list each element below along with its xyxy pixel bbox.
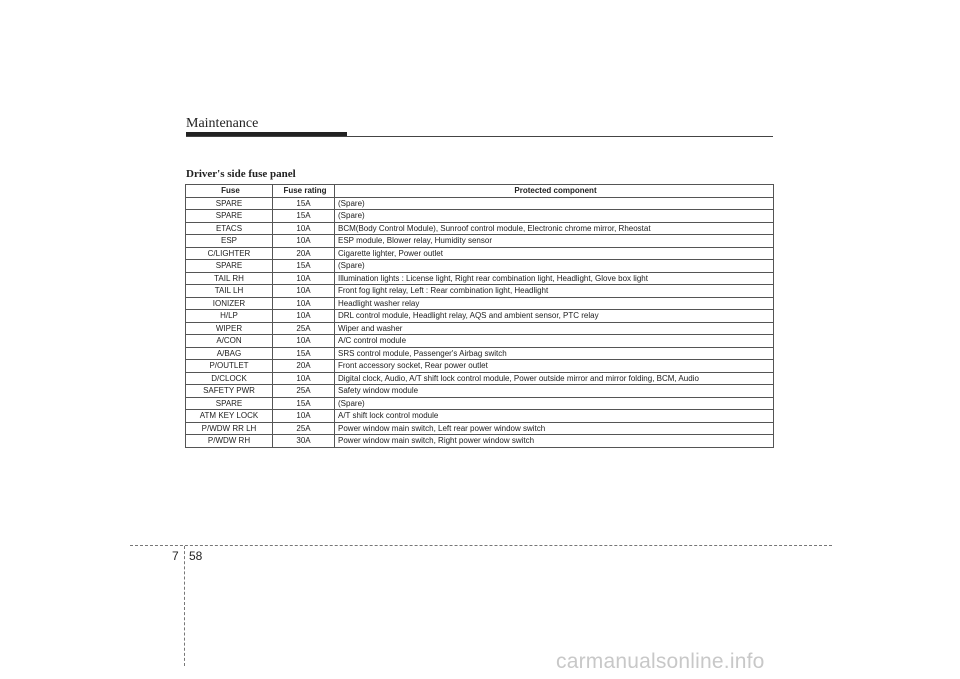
page-number: 58 [189,549,203,563]
rating-cell: 15A [273,397,335,410]
table-row [186,422,774,435]
table-row [186,397,774,410]
rating-cell: 20A [273,360,335,373]
fuse-cell: WIPER [186,322,273,335]
rating-cell: 30A [273,435,335,448]
table-row [186,372,774,385]
rating-cell: 15A [273,260,335,273]
component-cell: SRS control module, Passenger's Airbag switch [335,347,774,360]
chapter-number: 7 [172,549,179,563]
rating-cell: 10A [273,272,335,285]
fuse-cell: D/CLOCK [186,372,273,385]
fuse-cell: SPARE [186,397,273,410]
table-row [186,322,774,335]
table-row [186,435,774,448]
table-row [186,260,774,273]
rating-cell: 20A [273,247,335,260]
component-cell: Front accessory socket, Rear power outlet [335,360,774,373]
rating-cell: 15A [273,197,335,210]
fuse-cell: ETACS [186,222,273,235]
table-row [186,197,774,210]
component-cell: Front fog light relay, Left : Rear combination light, Headlight [335,285,774,298]
fuse-cell: C/LIGHTER [186,247,273,260]
component-cell: (Spare) [335,197,774,210]
table-row [186,210,774,223]
component-cell: Illumination lights : License light, Right rear combination light, Headlight, Glove box light [335,272,774,285]
component-cell: ESP module, Blower relay, Humidity sensor [335,235,774,248]
component-cell: Wiper and washer [335,322,774,335]
panel-title: Driver's side fuse panel [186,168,296,180]
component-cell: A/T shift lock control module [335,410,774,423]
component-cell: Power window main switch, Left rear power window switch [335,422,774,435]
table-row [186,310,774,323]
table-row [186,385,774,398]
component-cell: A/C control module [335,335,774,348]
rating-cell: 10A [273,285,335,298]
header-component: Protected component [335,185,774,198]
component-cell: (Spare) [335,397,774,410]
footer-vertical-divider [184,546,185,666]
rating-cell: 10A [273,222,335,235]
fuse-cell: A/BAG [186,347,273,360]
component-cell: Power window main switch, Right power window switch [335,435,774,448]
rating-cell: 15A [273,210,335,223]
rating-cell: 10A [273,335,335,348]
rating-cell: 10A [273,310,335,323]
component-cell: Cigarette lighter, Power outlet [335,247,774,260]
table-row [186,247,774,260]
watermark: carmanualsonline.info [556,650,765,673]
footer-divider [130,545,832,546]
fuse-cell: P/WDW RH [186,435,273,448]
fuse-cell: A/CON [186,335,273,348]
component-cell: (Spare) [335,260,774,273]
table-row [186,285,774,298]
table-row [186,410,774,423]
rating-cell: 25A [273,322,335,335]
fuse-cell: H/LP [186,310,273,323]
table-row [186,347,774,360]
rating-cell: 15A [273,347,335,360]
component-cell: Headlight washer relay [335,297,774,310]
component-cell: DRL control module, Headlight relay, AQS and ambient sensor, PTC relay [335,310,774,323]
component-cell: (Spare) [335,210,774,223]
fuse-cell: SPARE [186,210,273,223]
component-cell: BCM(Body Control Module), Sunroof control module, Electronic chrome mirror, Rheostat [335,222,774,235]
fuse-cell: SAFETY PWR [186,385,273,398]
fuse-cell: P/WDW RR LH [186,422,273,435]
fuse-cell: ATM KEY LOCK [186,410,273,423]
rating-cell: 10A [273,297,335,310]
header-rating: Fuse rating [273,185,335,198]
table-row [186,360,774,373]
component-cell: Digital clock, Audio, A/T shift lock control module, Power outside mirror and mirror folding, BCM, Audio [335,372,774,385]
fuse-cell: IONIZER [186,297,273,310]
table-row [186,297,774,310]
table-header-row [186,185,774,198]
header-fuse: Fuse [186,185,273,198]
table-row [186,272,774,285]
table-row [186,335,774,348]
rating-cell: 10A [273,410,335,423]
fuse-table [185,184,774,448]
rating-cell: 25A [273,385,335,398]
fuse-cell: SPARE [186,197,273,210]
fuse-cell: P/OUTLET [186,360,273,373]
fuse-cell: SPARE [186,260,273,273]
fuse-cell: ESP [186,235,273,248]
header-rule [186,136,773,137]
table-row [186,222,774,235]
rating-cell: 10A [273,235,335,248]
rating-cell: 10A [273,372,335,385]
component-cell: Safety window module [335,385,774,398]
rating-cell: 25A [273,422,335,435]
fuse-cell: TAIL LH [186,285,273,298]
table-row [186,235,774,248]
section-title: Maintenance [186,116,259,131]
fuse-cell: TAIL RH [186,272,273,285]
